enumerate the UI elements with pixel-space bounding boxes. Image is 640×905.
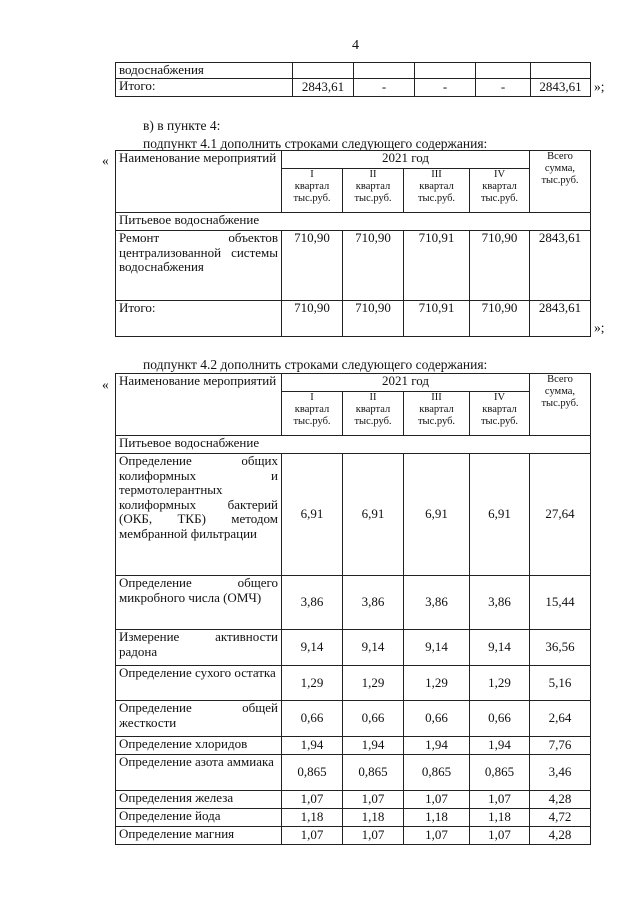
quarter-3: III: [431, 169, 442, 180]
cell-value: 1,07: [404, 791, 470, 809]
cell-value: 27,64: [530, 454, 591, 576]
cell-value: 0,865: [404, 755, 470, 791]
quarter-3: III: [431, 392, 442, 403]
quarter-4: IV: [493, 392, 506, 403]
row-label: Определение общей жесткости: [116, 701, 282, 737]
row-label: Определение магния: [116, 827, 282, 845]
cell-value: 0,66: [282, 701, 343, 737]
cell-value: 0,66: [343, 701, 404, 737]
cell-value: -: [415, 78, 476, 96]
total-label: Итого:: [116, 301, 282, 337]
cell-value: 1,29: [282, 666, 343, 701]
cell-value: 7,76: [530, 737, 591, 755]
total-label: Итого:: [116, 78, 293, 96]
cell-value: 710,90: [343, 301, 404, 337]
cell-value: 710,90: [470, 231, 530, 301]
quarter-2: II: [369, 392, 377, 403]
cell-value: 15,44: [530, 576, 591, 630]
cell-value: 1,07: [343, 791, 404, 809]
cell-value: 0,66: [470, 701, 530, 737]
row-label: Определение йода: [116, 809, 282, 827]
cell-value: 4,28: [530, 827, 591, 845]
cell-value: 710,90: [343, 231, 404, 301]
quote-open: «: [102, 377, 109, 392]
quarter-sub: квартал тыс.руб.: [354, 404, 392, 427]
cell-value: 2843,61: [530, 301, 591, 337]
cell-value: 4,28: [530, 791, 591, 809]
cell-value: 9,14: [343, 630, 404, 666]
section-title: Питьевое водоснабжение: [116, 436, 591, 454]
cell-value: 1,18: [404, 809, 470, 827]
cell-value: 710,91: [404, 231, 470, 301]
row-label: Определение азота аммиака: [116, 755, 282, 791]
paragraph-b: в) в пункте 4:: [143, 118, 221, 133]
row-label: Ремонт объектов централизованной системы водоснабжения: [116, 231, 282, 301]
quarter-sub: квартал тыс.руб.: [480, 181, 519, 204]
cell-value: 3,86: [404, 576, 470, 630]
table-4-2: [115, 373, 591, 845]
header-year: 2021 год: [282, 374, 530, 392]
cell-value: 1,18: [282, 809, 343, 827]
row-label: Измерение активности радона: [116, 630, 282, 666]
cell-value: 3,86: [470, 576, 530, 630]
cell-value: 5,16: [530, 666, 591, 701]
cell-value: 1,18: [343, 809, 404, 827]
cell-value: 2,64: [530, 701, 591, 737]
row-label: Определение общего микробного числа (ОМЧ): [116, 576, 282, 630]
cell-value: 1,29: [470, 666, 530, 701]
cell-value: 3,46: [530, 755, 591, 791]
cell-value: 1,94: [282, 737, 343, 755]
cell-value: 0,865: [343, 755, 404, 791]
row-label: Определения железа: [116, 791, 282, 809]
quote-close: »;: [594, 79, 605, 94]
row-label: Определение общих колиформных и термотолерантных колиформных бактерий (ОКБ, ТКБ) методом мембранной фильтрации: [116, 454, 282, 576]
cell-value: 6,91: [282, 454, 343, 576]
quarter-sub: квартал тыс.руб.: [293, 181, 331, 204]
cell-value: 1,07: [470, 827, 530, 845]
cell-value: -: [354, 78, 415, 96]
cell-value: 0,66: [404, 701, 470, 737]
cell-value: 1,07: [282, 827, 343, 845]
cell-value: 1,94: [470, 737, 530, 755]
cell-value: 0,865: [282, 755, 343, 791]
cell-value: 0,865: [470, 755, 530, 791]
cell-value: 710,90: [282, 301, 343, 337]
cell-value: 1,94: [404, 737, 470, 755]
cell-value: 6,91: [470, 454, 530, 576]
quarter-sub: квартал тыс.руб.: [354, 181, 392, 204]
cell-value: 1,07: [470, 791, 530, 809]
quarter-2: II: [369, 169, 377, 180]
cell-value: 2843,61: [531, 78, 591, 96]
row-label: Определение сухого остатка: [116, 666, 282, 701]
top-table: [115, 62, 591, 97]
cell-value: 9,14: [282, 630, 343, 666]
cell-value: 710,90: [282, 231, 343, 301]
header-total: Всего сумма, тыс.руб.: [530, 374, 591, 436]
page-number: 4: [352, 38, 359, 53]
cell-value: 2843,61: [293, 78, 354, 96]
cell-value: 9,14: [404, 630, 470, 666]
header-total: Всего сумма, тыс.руб.: [530, 151, 591, 213]
cell-value: 4,72: [530, 809, 591, 827]
row-label: Определение хлоридов: [116, 737, 282, 755]
cell-value: 1,07: [282, 791, 343, 809]
header-name: Наименование мероприятий: [116, 151, 282, 213]
section-title: Питьевое водоснабжение: [116, 213, 591, 231]
cell-value: 9,14: [470, 630, 530, 666]
paragraph-4-1: подпункт 4.1 дополнить строками следующего содержания:: [143, 136, 488, 151]
quarter-sub: квартал тыс.руб.: [293, 404, 331, 427]
quarter-sub: квартал тыс.руб.: [480, 404, 519, 427]
cell-value: 6,91: [404, 454, 470, 576]
quarter-1: I: [310, 169, 314, 180]
cell-value: 710,90: [470, 301, 530, 337]
table-4-1: [115, 150, 591, 337]
paragraph-4-2: подпункт 4.2 дополнить строками следующего содержания:: [143, 357, 488, 372]
cell-value: 1,07: [343, 827, 404, 845]
cell-value: 6,91: [343, 454, 404, 576]
cell-value: 3,86: [282, 576, 343, 630]
quote-close: »;: [594, 320, 605, 335]
cell-value: 710,91: [404, 301, 470, 337]
row-label: водоснабжения: [116, 63, 293, 79]
cell-value: 2843,61: [530, 231, 591, 301]
header-year: 2021 год: [282, 151, 530, 169]
cell-value: 1,18: [470, 809, 530, 827]
cell-value: -: [476, 78, 531, 96]
quarter-sub: квартал тыс.руб.: [417, 404, 456, 427]
cell-value: 1,07: [404, 827, 470, 845]
cell-value: 1,94: [343, 737, 404, 755]
cell-value: 1,29: [343, 666, 404, 701]
cell-value: 36,56: [530, 630, 591, 666]
header-name: Наименование мероприятий: [116, 374, 282, 436]
quarter-4: IV: [493, 169, 506, 180]
quote-open: «: [102, 153, 109, 168]
quarter-sub: квартал тыс.руб.: [417, 181, 456, 204]
cell-value: 3,86: [343, 576, 404, 630]
cell-value: 1,29: [404, 666, 470, 701]
quarter-1: I: [310, 392, 314, 403]
